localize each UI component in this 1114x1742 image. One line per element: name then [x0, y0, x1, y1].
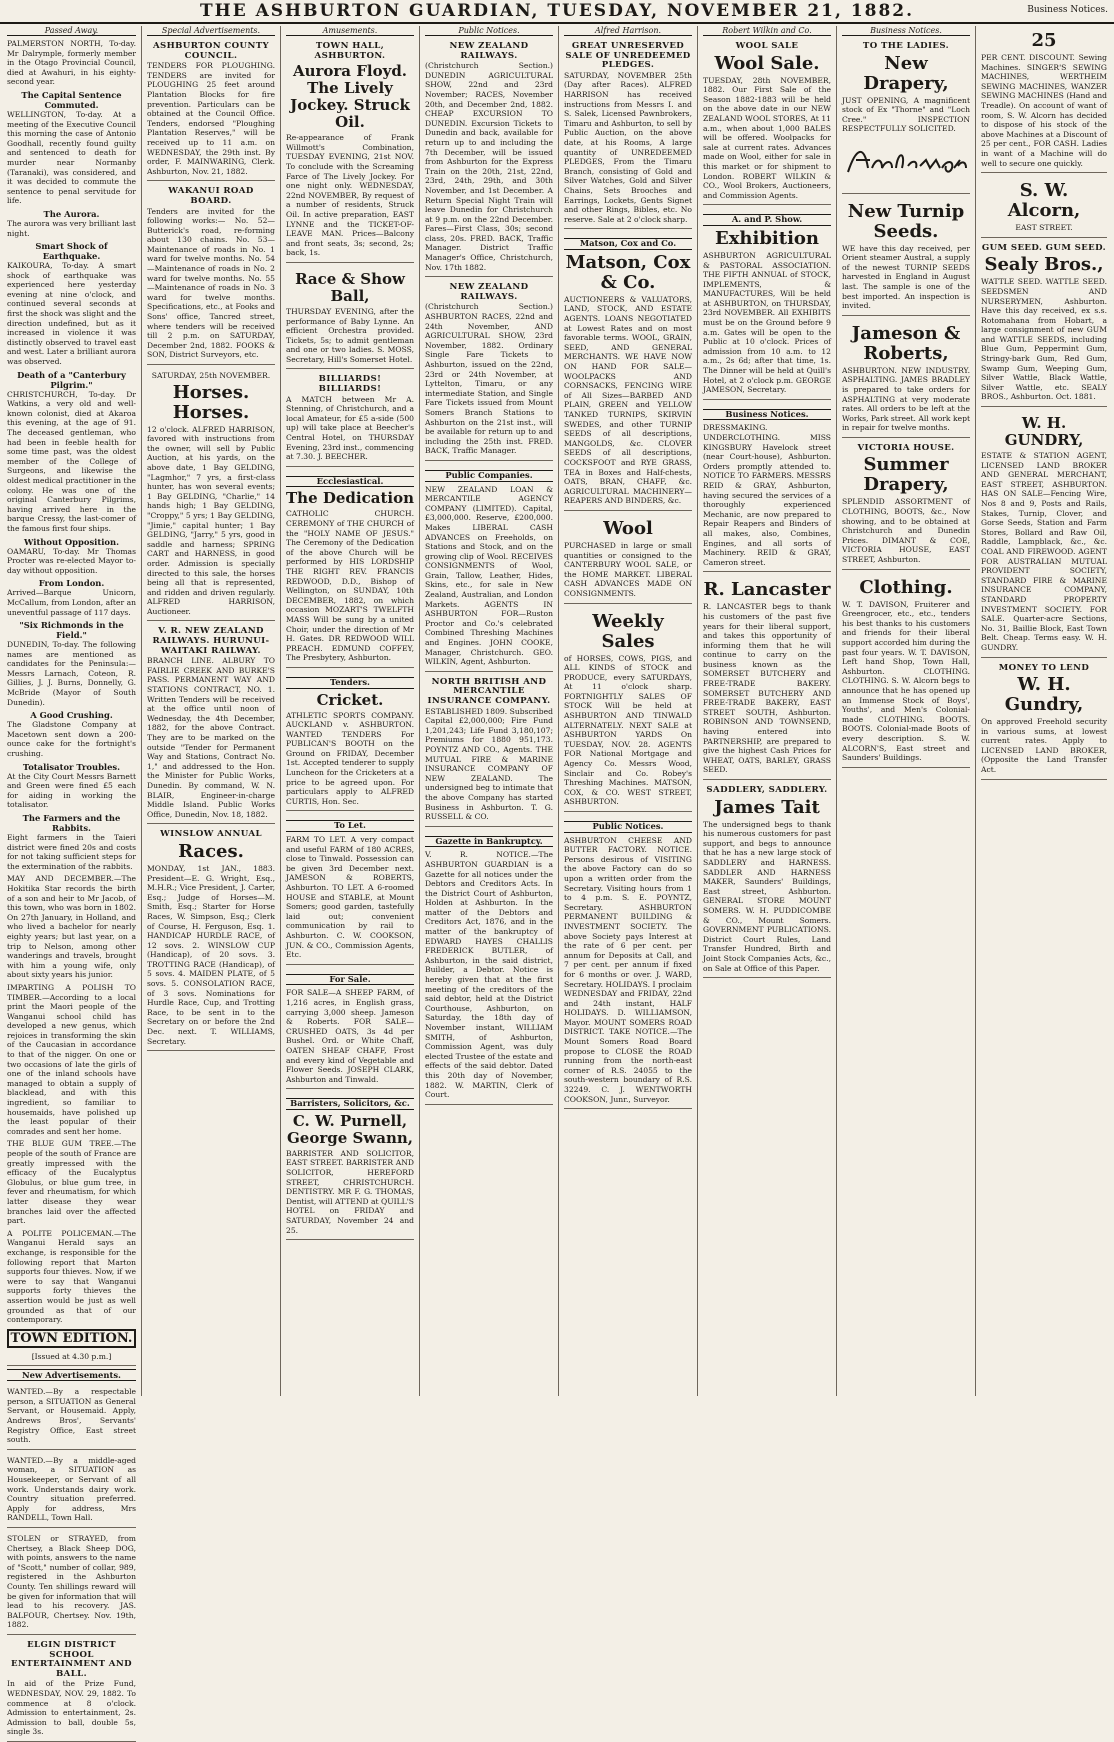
advertisement [147, 39, 275, 181]
ad-text: MONDAY, 1st JAN., 1883. President—E. G. Wright, Esq., M.H.R.; Vice President, J. Carter, Esq.; Judge of Horses—M. Smith, Esq.; Starter for Horse Races, W. Simpson, Esq.; Clerk of Course, H. Ferguson, Esq. 1. HANDICAP HURDLE RACE, of 12 sovs. 2. WINSLOW CUP (Handicap), of 20 sovs. 3. TROTTING RACE (Handicap), of 5 sovs. 4. MAIDEN PLATE, of 5 sovs. 5. CONSOLATION RACE, of 3 sovs. Nominations for Hurdle Race, Cup, and Trotting Race, to be sent in to the Secretary on or before the 2nd Dec. next. T. WILLIAMS, Secretary. [147, 863, 275, 1046]
news-item [7, 537, 136, 576]
section-heading: Public Companies. [425, 470, 553, 482]
columns [2, 26, 1112, 1737]
column-5-head: Alfred Harrison. [564, 26, 692, 36]
section-heading: Matson, Cox and Co. [564, 238, 692, 250]
ad-text: SPLENDID ASSORTMENT of CLOTHING, BOOTS, &c., Now showing, and to be obtained at Christchurch and Dunedin Prices. DIMANT & COE, VICTORIA HOUSE, EAST STREET, Ashburton. [842, 497, 970, 565]
ad-heading: WINSLOW ANNUAL [160, 829, 262, 840]
advertisement [286, 968, 414, 1090]
ad-text: SATURDAY, NOVEMBER 25th (Day after Races). ALFRED HARRISON has received instructions from Messrs I. and S. Salek, Licensed Pawnbrokers, Timaru and Ashburton, to sell by Public Auction, on the above date, at his Rooms, A large quantity of UNREDEEMED PLEDGES, From the Timaru Branch, consisting of Gold and Silver Watches, Gold and Silver Chains, Sets Brooches and Earrings, Lockets, Gents Signet and other Rings, Bibles, etc. No reserve. Sale at 2 o'clock sharp. [564, 70, 692, 224]
ad-heading: TO THE LADIES. [862, 41, 950, 51]
column-4 [420, 26, 559, 1396]
ad-text: DRESSMAKING. UNDERCLOTHING. MISS KINGSBURY Havelock street (near Court-house), Ashburton. Orders promptly attended to. NOTICE TO FARMERS. MESSRS REID & GRAY, Ashburton, having secured the services of a thoroughly experienced Mechanic, are now prepared to Repair Reapers and Binders of all makes, also, Combines, Engines, and all sorts of Machinery. REID & GRAY, Cameron street. [703, 423, 831, 567]
news-item [7, 39, 136, 87]
advertisement [286, 39, 414, 263]
column-5 [559, 26, 698, 1396]
ad-text: AUCTIONEERS & VALUATORS, LAND, STOCK, AND ESTATE AGENTS. LOANS NEGOTIATED at Lowest Rates and on most favorable terms. WOOL, GRAIN, SEED, AND GENERAL MERCHANTS. WE HAVE NOW ON HAND FOR SALE—WOOLPACKS AND CORNSACKS, FENCING WIRE of All Sizes—BARBED AND PLAIN, GREEN and YELLOW TANKED TURNIPS, SKIRVIN SWEDES, and other TURNIP SEEDS of all descriptions, MANGOLDS, &c. CLOVER SEEDS of all descriptions, COCKSFOOT and RYE GRASS, TEA in Boxes and Half-chests, OATS, BRAN, CHAFF, &c. AGRICULTURAL MACHINERY—REAPERS AND BINDERS, &c. [564, 294, 692, 506]
ad-text: EAST STREET. [1015, 223, 1073, 233]
news-headline: Death of a "Canterbury Pilgrim." [17, 369, 126, 390]
ad-display-title: Wool Sale. [714, 52, 820, 74]
advertisement [564, 514, 692, 604]
ad-display-title: Race & Show Ball, [295, 269, 405, 305]
ad-display-title: James Tait [714, 796, 820, 818]
news-item [7, 241, 136, 367]
advertisement [981, 241, 1107, 407]
column-3 [281, 26, 420, 1396]
news-text: OAMARU, To-day. Mr Thomas Procter was re-elected Mayor to-day without opposition. [7, 546, 136, 575]
ad-text: WANTED.—By a respectable person, a SITUATION as General Servant, or Housemaid. Apply, Andrews Bros', Servants' Registry Office, East street south. [7, 1387, 136, 1445]
ad-text: Tenders are invited for the following works:— No. 52—Butterick's road, re-forming about 130 chains. No. 53—Maintenance of roads in No. 1 ward for twelve months. No. 54—Maintenance of roads in No. 2 ward for twelve months. No. 55—Maintenance of roads in No. 3 ward for twelve months. Specifications, etc., at Fooks and Sons' office, Tancred street, where tenders will be received till 2 p.m. on SATURDAY, December 2nd, 1882. FOOKS & SON, District Surveyors, etc. [147, 206, 275, 360]
advertisement [147, 827, 275, 1051]
section-heading: To Let. [286, 820, 414, 832]
advertisement [703, 783, 831, 978]
ad-heading: ELGIN DISTRICT SCHOOL ENTERTAINMENT AND BALL. [11, 1639, 132, 1679]
ad-text: BARRISTER AND SOLICITOR, EAST STREET. BARRISTER AND SOLICITOR, HEREFORD STREET, CHRISTCHURCH. DENTISTRY. MR F. G. THOMAS, Dentist, will ATTEND at QUILL'S HOTEL on FRIDAY and SATURDAY, November 24 and 25. [286, 1148, 414, 1235]
column-3-head: Amusements. [286, 26, 414, 36]
news-text: MAY AND DECEMBER.—The Hokitika Star records the birth of a son and heir to Mr Jacob, of this town, who was born in 1802. On 27th January, in Holland, and who lived a bachelor for nearly eighty years; but last year, on a trip to Nelson, among other wanderings and travels, brought with him a young wife, only about sixty years his junior. [7, 874, 136, 980]
ad-display-title: Exhibition [714, 227, 820, 249]
column-6 [698, 26, 837, 1396]
news-item [7, 762, 136, 810]
ad-display-title: Sealy Bros., [984, 254, 1104, 276]
ad-text: FOR SALE—A SHEEP FARM, of 1,216 acres, in English grass, carrying 3,000 sheep. Jameson & Roberts. FOR SALE—CRUSHED OATS, 3s 4d per Bushel. Ord. or White Chaff, OATEN SHEAF CHAFF, Frost and every kind of Vegetable and Flower Seeds. JOSEPH CLARK, Ashburton and Tinwald. [286, 988, 414, 1084]
news-text: IMPARTING A POLISH TO TIMBER.—According to a local print the Maori people of the Wanganui school child has developed a new genus, which rejoices in transforming the skin of the Caucasian in accordance to that of the nigger. On one or two occasions of late the girls of one of the inland schools have managed to obtain a supply of blacklead, and with this ingredient, so familiar to housemaids, have polished up the least popular of their comrades and sent her home. [7, 982, 136, 1136]
advertisement [703, 39, 831, 205]
ad-text: THURSDAY EVENING, after the performance of Baby Lynne. An efficient Orchestra provided. Tickets, 5s; to admit gentleman and one or two ladies. S. MOSS, Secretary, Hill's Somerset Hotel. [286, 306, 414, 364]
ad-text: WE have this day received, per Orient steamer Austral, a supply of the newest TURNIP SEEDS harvested in England in August last. The sample is one of the best imported. An inspection is invited. [842, 243, 970, 311]
news-text: DUNEDIN, To-day. The following names are mentioned as candidates for the Peninsula:—Messrs Larnach, Coteon, R. Gillies, J. J. Burns, Donnelly, G. McBride (Mayor of South Dunedin). [7, 640, 136, 707]
advertisement [286, 671, 414, 812]
news-item [7, 370, 136, 534]
ad-text: V. R. NOTICE.—The ASHBURTON GUARDIAN is a Gazette for all notices under the Debtors and Creditors Acts. In the District Court of Ashburton, Holden at Ashburton. In the matter of the Debtors and Creditors Act, 1876, and in the matter of the bankruptcy of EDWARD HAYES CHALLIS FREDERICK BUTLER, of Ashburton, in the said district, Builder, a Debtor. Notice is hereby given that at the first meeting of the creditors of the said debtor, held at the District Courthouse, Ashburton, on Saturday, the 18th day of November instant, WILLIAM SMITH, of Ashburton, Commission Agent, was duly elected Trustee of the estate and effects of the said debtor. Dated this 20th day of November, 1882. W. MARTIN, Clerk of Court. [425, 850, 553, 1100]
ad-text: ATHLETIC SPORTS COMPANY. AUCKLAND v. ASHBURTON. WANTED TENDERS For PUBLICAN'S BOOTH on the Ground on FRIDAY, December 1st. Accepted tenderer to supply Luncheon for the Cricketers at a price to be agreed upon. For particulars apply to ALFRED CURTIS, Hon. Sec. [286, 710, 414, 806]
ad-display-title: Horses. Horses. [172, 381, 250, 423]
ad-text: PER CENT. DISCOUNT. Sewing Machines. SINGER'S SEWING MACHINES, WERTHEIM SEWING MACHINES, WANZER SEWING MACHINES (Hand and Treadle). On account of want of room, S. W. Alcorn has decided to dispose of his stock of the above Machines at a Discount of 25 per cent., FOR CASH. Ladies in want of a Machine will do well to secure one quickly. [981, 53, 1107, 168]
ad-text: (Christchurch Section.) ASHBURTON RACES, 22nd and 24th November, AND AGRICULTURAL SHOW, 23rd November, 1882. Ordinary Single Fare Tickets to Ashburton, issued on the 22nd, 23rd or 24th November, at Lyttelton, Timaru, or any intermediate Station, and Single Fare Tickets issued from Mount Somers Branch Stations to Ashburton on the 21st inst., will be available for return up to and including the 25th inst. FRED. BACK, Traffic Manager. [425, 302, 553, 456]
ad-text: Re-appearance of Frank Willmott's Combination, TUESDAY EVENING, 21st NOV. To conclude with the Screaming Farce of The Lively Jockey. For one night only. WEDNESDAY, 22nd NOVEMBER, By request of a number of residents, Struck Oil. In active preparation, EAST LYNNE and the TICKET-OF-LEAVE MAN. Prices—Balcony and front seats, 3s; second, 2s; back, 1s. [286, 133, 414, 258]
ad-display-title: W. H. Gundry, [1004, 674, 1084, 716]
advertisement [842, 441, 970, 570]
news-text: The Gladstone Company at Macetown sent down a 200-ounce cake for the fortnight's crushing. [7, 720, 136, 759]
advertisement [425, 280, 553, 461]
advertisement [703, 208, 831, 400]
news-item [7, 578, 136, 617]
ad-heading: SATURDAY, 25th NOVEMBER. [151, 371, 271, 380]
ad-heading: SADDLERY, SADDLERY. [706, 785, 828, 795]
news-item [7, 209, 136, 238]
ad-display-title: R. Lancaster [703, 579, 831, 601]
advertisement [564, 815, 692, 1109]
column-4-head: Public Notices. [425, 26, 553, 36]
ad-text: of HORSES, COWS, PIGS, and ALL KINDS of STOCK and PRODUCE, every SATURDAYS, At 11 o'clock sharp. FORTNIGHTLY SALES OF STOCK Will be held at ASHBURTON AND TINWALD ALTERNATELY. NEXT SALE at ASHBURTON YARDS On TUESDAY, NOV. 28. AGENTS FOR National Mortgage and Agency Co. Messrs Wood, Sinclair and Co. Robey's Threshing Machines. MATSON, COX, & CO. WEST STREET, ASHBURTON. [564, 653, 692, 807]
ad-text: FARM TO LET. A very compact and useful FARM of 180 ACRES, close to Tinwald. Possession can be given 3rd December next. JAMESON & ROBERTS, Ashburton. TO LET. A 6-roomed HOUSE and STABLE, at Mount Somers; good garden, tastefully laid out; convenient communication by rail to Ashburton. C. W. COOKSON, JUN. & CO., Commission Agents, Etc. [286, 835, 414, 960]
advertisement [981, 410, 1107, 657]
advertisement [981, 176, 1107, 238]
column-6-head: Robert Wilkin and Co. [703, 26, 831, 36]
ad-heading: V. R. NEW ZEALAND RAILWAYS. HURUNUI-WAITAKI RAILWAY. [152, 626, 270, 656]
news-text: At the City Court Messrs Barnett and Green were fined £5 each for aiding in working the totalisator. [7, 771, 136, 810]
news-headline: The Farmers and the Rabbits. [22, 813, 121, 833]
ad-display-title: Summer Drapery, [863, 454, 949, 496]
ad-text: CATHOLIC CHURCH. CEREMONY of THE CHURCH of the "HOLY NAME OF JESUS." The Ceremony of the Dedication of the above Church will be performed by HIS LORDSHIP THE RIGHT REV. FRANCIS REDWOOD, D.D., Bishop of Wellington, on SUNDAY, 10th DECEMBER, 1882, on which occasion MOZART'S TWELFTH MASS Will be sung by a united Choir, under the direction of Mr H. Gates. DR REDWOOD WILL PREACH. EDMUND COFFEY, The Presbytery, Ashburton. [286, 509, 414, 663]
advertisement [286, 1092, 414, 1240]
ad-text: In aid of the Prize Fund, WEDNESDAY, NOV. 29, 1882. To commence at 8 o'clock. Admission to entertainment, 2s. Admission to ball, double 5s, single 3s. [7, 1679, 136, 1737]
ad-heading: WOOL SALE [735, 41, 799, 51]
advertisement [981, 661, 1107, 780]
masthead [0, 0, 1114, 24]
ad-display-title: Matson, Cox & Co. [565, 251, 691, 293]
news-text: Eight farmers in the Taieri district were fined 20s and costs for not taking sufficient steps for the extermination of the rabbits. [7, 833, 136, 871]
news-text: PALMERSTON NORTH, To-day. Mr Dalrymple, formerly member in the Otago Provincial Council, died at Awahuri, in his eighty-second year. [7, 39, 136, 87]
classified-ad [7, 1384, 136, 1450]
column-1 [2, 26, 142, 1737]
news-item [7, 813, 136, 871]
ad-heading: NEW ZEALAND RAILWAYS. [449, 41, 529, 61]
ad-heading: GREAT UNRESERVED SALE OF UNREDEEMED PLEDGES. [565, 41, 691, 71]
news-headline: The Capital Sentence Commuted. [21, 89, 122, 110]
advertisement [147, 184, 275, 365]
ad-text: ASHBURTON AGRICULTURAL & PASTORAL ASSOCIATION. THE FIFTH ANNUAL of STOCK, IMPLEMENTS, & MANUFACTURES, Will be held at ASHBURTON, on THURSDAY, 23rd NOVEMBER. All EXHIBITS must be on the Ground before 9 a.m. Gates will be open to the Public at 10 o'clock. Prices of admission from 10 a.m. to 12 a.m., 2s 6d; after that time, 1s. The Dinner will be held at Quill's Hotel, at 2 o'clock p.m. GEORGE JAMESON, Secretary. [703, 250, 831, 395]
advertisement [286, 372, 414, 466]
ad-text: W. T. DAVISON, Fruiterer and Greengrocer, etc., etc., tenders his best thanks to his customers and friends for their liberal support accorded him during the past four years. W. T. DAVISON, Left hand Shop, Town Hall, Ashburton. CLOTHING. CLOTHING. S. W. Alcorn begs to announce that he has opened up an Immense Stock of Boys', Youths', and Men's Colonial-made CLOTHING. BOOTS. BOOTS. Colonial-made Boots of every description. S. W. ALCORN'S, East street and Saunders' Buildings. [842, 599, 970, 763]
ad-heading: NEW ZEALAND RAILWAYS. [449, 282, 529, 302]
news-item [7, 874, 136, 980]
section-heading: For Sale. [286, 974, 414, 986]
section-heading: Business Notices. [703, 409, 831, 421]
ad-text: TENDERS FOR PLOUGHING. TENDERS are invited for PLOUGHING 25 feet around Plantation Blocks for fire prevention. Particulars can be obtained at the Council Office. Tenders, endorsed "Ploughing Plantation Reserves," will be received up to 11 a.m. on WEDNESDAY, the 29th inst. By order, F. MAINWARING, Clerk. Ashburton, Nov. 21, 1882. [147, 61, 275, 176]
news-item [7, 1229, 136, 1325]
ad-display-title: Aurora Floyd. The Lively Jockey. Struck Oil. [290, 62, 410, 132]
ad-text: R. LANCASTER begs to thank his customers of the past five years for their liberal support, and takes this opportunity of informing them that he will continue to carry on the business known as the SOMERSET BUTCHERY and FREE-TRADE BAKERY. SOMERSET BUTCHERY AND FREE-TRADE BAKERY, EAST STREET SOUTH, Ashburton. ROBINSON AND TOWNSEND, having entered into PARTNERSHIP, are prepared to give the highest Cash Prices for WHEAT, OATS, BARLEY, GRASS SEED. [703, 602, 831, 775]
ad-heading: NORTH BRITISH AND MERCANTILE INSURANCE COMPANY. [427, 676, 551, 706]
news-headline: The Aurora. [43, 208, 100, 219]
news-item [7, 710, 136, 758]
ad-heading: VICTORIA HOUSE. [857, 442, 955, 453]
column-7 [837, 26, 976, 1396]
ad-text: On approved Freehold security in various sums, at lowest current rates. Apply to LICENSED LAND BROKER, (Opposite the Land Transfer Act. [981, 717, 1107, 775]
advertisement [147, 624, 275, 824]
advertisement [425, 464, 553, 672]
ad-text: NEW ZEALAND LOAN & MERCANTILE AGENCY COMPANY (LIMITED). Capital, £3,000,000. Reserve, £200,000. Makes LIBERAL CASH ADVANCES on Freeholds, on Stations and Stock, and on the growing clip of Wool. RECEIVES CONSIGNMENTS of Wool, Grain, Tallow, Leather, Hides, Skins, etc., for sale in New Zealand, Australian, and London Markets. AGENTS IN ASHBURTON FOR—Ruston Proctor and Co.'s celebrated Combined Threshing Machines and Engines. JOHN COOKE, Manager, Christchurch. GEO. WILKIN, Agent, Ashburton. [425, 484, 553, 667]
ad-display-title: Cricket. [316, 690, 384, 709]
news-headline: Smart Shock of Earthquake. [35, 241, 108, 262]
ad-display-title: New Turnip Seeds. [847, 200, 965, 242]
advertisement [286, 470, 414, 668]
ad-text: (Christchurch Section.) DUNEDIN AGRICULTURAL SHOW, 22nd and 23rd November; RACES, November 20th, and December 2nd, 1882. CHEAP EXCURSION TO DUNEDIN. Excursion Tickets to Dunedin and back, available for return up to and including the 7th December, will be issued from Ashburton for the Express Train on the 20th, 21st, 22nd, 23rd, 24th, 29th, and 30th November, and 1st December. A Return Special Night Train will leave Dunedin for Christchurch at 9 p.m. on the 22nd December. Fares—First Class, 30s; second class, 20s. FRED. BACK, Traffic Manager. District Traffic Manager's Office, Christchurch, Nov. 17th 1882. [425, 61, 553, 272]
ad-display-title: 25 [1031, 30, 1057, 51]
advertisement [425, 675, 553, 827]
ad-heading: MONEY TO LEND [998, 662, 1090, 673]
news-item [7, 90, 136, 206]
ad-text: A MATCH between Mr A. Stenning, of Christchurch, and a local Amateur, for £5 a-side (500 up) will take place at Beecher's Central Hotel, on THURSDAY Evening, 23rd inst., commencing at 7.30. J. BEECHER. [286, 394, 414, 462]
section-heading: Ecclesiastical. [286, 476, 414, 488]
classified-ad [7, 1531, 136, 1635]
news-item [7, 1139, 136, 1225]
advertisement [842, 197, 970, 316]
ad-heading: TOWN HALL, ASHBURTON. [314, 41, 386, 61]
advertisement [842, 319, 970, 438]
ad-display-title: Races. [178, 840, 244, 862]
news-text: The aurora was very brilliant last night. [7, 218, 136, 238]
ad-display-title: Weekly Sales [592, 610, 664, 652]
ad-display-title: Clothing. [859, 576, 953, 598]
news-item [7, 983, 136, 1137]
news-headline: From London. [38, 578, 105, 589]
ad-heading: GUM SEED. GUM SEED. [981, 242, 1107, 253]
ad-text: BRANCH LINE. ALBURY TO FAIRLIE CREEK AND BURKE'S PASS. PERMANENT WAY AND STATIONS CONTRACT, NO. 1. Written Tenders will be received at the office until noon of Wednesday, the 4th December, 1882, for the above Contract. They are to be marked on the outside "Tender for Permanent Way and Stations, Contract No. 1," and addressed to the Hon. the Minister for Public Works, Dunedin. By command, W. N. BLAIR, Engineer-in-charge Middle Island. Public Works Office, Dunedin, Nov. 18, 1882. [147, 656, 275, 819]
ad-heading: W. H. GUNDRY, [1004, 414, 1084, 450]
ad-text: The undersigned begs to thank his numerous customers for past support, and begs to announce that he has a new large stock of SADDLERY and HARNESS. SADDLER AND HARNESS MAKER, Saunders' Buildings, East street, Ashburton. GENERAL STORE MOUNT SOMERS. W. H. PUDDICOMBE & CO., Mount Somers. GOVERNMENT PUBLICATIONS. District Court Rules, Land Transfer Hundred, Birth and Joint Stock Companies Acts, &c., on Sale at Office of this Paper. [703, 819, 831, 973]
advertisement [842, 39, 970, 194]
section-heading: Barristers, Solicitors, &c. [286, 1098, 414, 1110]
classified-ad [7, 1453, 136, 1528]
masthead-right-label: Business Notices. [1027, 5, 1108, 15]
ad-display-title: Jameson & Roberts, [851, 322, 961, 364]
advertisement [147, 368, 275, 621]
ad-display-title: New Drapery, [863, 52, 949, 94]
ad-text: TUESDAY, 28th NOVEMBER, 1882. Our First Sale of the Season 1882-1883 will be held on the above date in our NEW ZEALAND WOOL STORES, At 11 a.m., when about 1,000 BALES will be offered. Woolpacks for sale at current rates. Advances made on Wool, either for sale in this market or for shipment to London. ROBERT WILKIN & CO., Wool Brokers, Auctioneers, and Commission Agents. [703, 75, 831, 200]
ad-display-title: The Dedication [286, 489, 414, 508]
ad-text: ESTABLISHED 1809. Subscribed Capital £2,000,000; Fire Fund 1,201,243; Life Fund 3,180,107; Premiums for 1880 951,173. POYNTZ AND CO., Agents. THE MUTUAL FIRE & MARINE INSURANCE COMPANY OF NEW ZEALAND. The undersigned beg to intimate that the above Company has started Business in Ashburton. T. G. RUSSELL & CO. [425, 706, 553, 822]
column-7-head: Business Notices. [842, 26, 970, 36]
section-heading: A. and P. Show. [703, 214, 831, 226]
section-heading: Public Notices. [564, 821, 692, 833]
new-ads-heading: New Advertisements. [7, 1369, 136, 1381]
advertisement [703, 403, 831, 573]
classified-ad [7, 1638, 136, 1742]
ad-text: ESTATE & STATION AGENT, LICENSED LAND BROKER AND GENERAL MERCHANT, EAST STREET, ASHBURTON. HAS ON SALE—Fencing Wire, Nos 8 and 9, Posts and Rails, Stakes, Turnip, Clover, and Gorse Seeds, Station and Farm Stores, Bollard and Raw Oil, Raddle, Lampblack, &c., &c. COAL AND FIREWOOD. AGENT FOR AUSTRALIAN MUTUAL PROVIDENT SOCIETY, STANDARD FIRE & MARINE INSURANCE COMPANY, STANDARD PROPERTY INVESTMENT SOCIETY. FOR SALE. Quarter-acre Sections, No. 31, Baillie Block, East Town Belt. Cheap. Terms easy. W. H. GUNDRY. [981, 451, 1107, 652]
news-text: Arrived—Barque Unicorn, McCallum, from London, after an uneventful passage of 117 days. [7, 588, 136, 617]
news-text: A POLITE POLICEMAN.—The Wanganui Herald says an exchange, is responsible for the following report that Marton supports four thieves. Now, if we were to say that Wanganui supports forty thieves the assertion would be just as well grounded as that of our contemporary. [7, 1228, 136, 1325]
column-8 [976, 26, 1112, 1396]
ad-display-title: C. W. Purnell, George Swann, [286, 1111, 413, 1147]
advertisement [564, 39, 692, 229]
column-2-head: Special Advertisements. [147, 26, 275, 36]
advertisement [981, 26, 1107, 173]
town-edition-banner: TOWN EDITION. [7, 1329, 136, 1348]
advertisement [425, 830, 553, 1105]
advertisement [842, 573, 970, 768]
news-text: CHRISTCHURCH, To-day. Dr Watkins, a very old and well-known colonist, died at Akaroa this evening, at the age of 91. The deceased gentleman, who had been in feeble health for some time past, was the oldest member of the College of Surgeons, and likewise the oldest medical practitioner in the colony. He was one of the original Canterbury Pilgrims, having arrived here in the barque Cressy, the last-comer of the famous first four ships. [7, 389, 136, 533]
advertisement [286, 814, 414, 964]
ad-text: ASHBURTON. NEW INDUSTRY. ASPHALTING. JAMES BRADLEY is prepared to take orders for ASPHALTING at very moderate rates. All orders to be left at the Works, Park street. All work kept in repair for twelve months. [842, 365, 970, 433]
column-2 [142, 26, 281, 1396]
news-text: WELLINGTON, To-day. At a meeting of the Executive Council this morning the case of Antonio Goodhall, recently found guilty and sentenced to death for murder near Normanby (Taranaki), was considered, and it was decided to commute the sentence to penal servitude for life. [7, 109, 136, 206]
ad-display-title: S. W. Alcorn, [1007, 180, 1081, 222]
ad-text: STOLEN or STRAYED, from Chertsey, a Black Sheep DOG, with points, answers to the name of "Scott," number of collar, 989, registered in the Ashburton County. Ten shillings reward will be given for information that will lead to his recovery. JAS. BALFOUR, Chertsey. Nov. 19th, 1882. [7, 1534, 136, 1630]
section-heading: Tenders. [286, 677, 414, 689]
ad-text: 12 o'clock. ALFRED HARRISON, favored with instructions from the owner, will sell by Public Auction, at his yards, on the above date, 1 Bay GELDING, "Lagmhor," 7 yrs, a first-class hunter, has won several events; 1 Bay GELDING, "Charlie," 14 hands high; 1 Bay GELDING, "Croppy," 5 yrs; 1 Bay GELDING, "Jimie," capital hunter; 1 Bay GELDING, "Jarry," 5 yrs, good in saddle and harness; SPRING CART and HARNESS, in good order. Admission is specially directed to this sale, the horses being all that is represented, and ridden and driven regularly. ALFRED HARRISON, Auctioneer. [147, 424, 275, 616]
news-text: THE BLUE GUM TREE.—The people of the south of France are greatly impressed with the efficacy of the Eucalyptus Globulus, or blue gum tree, in fever and rheumatism, for which latter disease they wear branches laid over the affected part. [7, 1139, 136, 1226]
news-headline: Without Opposition. [24, 536, 119, 547]
news-list [7, 39, 136, 1325]
advertisement [564, 607, 692, 813]
news-headline: A Good Crushing. [30, 710, 113, 721]
section-heading: Gazette in Bankruptcy. [425, 836, 553, 848]
advertisement [564, 232, 692, 511]
news-headline: Totalisator Troubles. [22, 761, 121, 772]
news-item [7, 620, 136, 707]
advertisement [425, 39, 553, 277]
ad-text: PURCHASED in large or small quantities or consigned to the CANTERBURY WOOL SALE, or the HOME MARKET. LIBERAL CASH ADVANCES MADE ON CONSIGNMENTS. [564, 540, 692, 598]
ad-text: WANTED.—By a middle-aged woman, a SITUATION as Housekeeper, or Servant of all work. Understands dairy work. Country situation preferred. Apply for address, Mrs RANDELL, Town Hall. [7, 1455, 136, 1523]
ad-heading: BILLIARDS! BILLIARDS! [318, 374, 382, 395]
ad-text: JUST OPENING, A magnificent stock of Ex "Thorne" and "Loch Cree." INSPECTION RESPECTFULLY SOLICITED. [842, 95, 970, 134]
ad-text: WATTLE SEED. WATTLE SEED. SEEDSMEN AND NURSERYMEN, Ashburton. Have this day received, ex s.s. Rotomahana from Hobart, a large consignment of new GUM and WATTLE SEEDS, including Blue Gum, Peppermint Gum, Stringy-bark Gum, Red Gum, Swamp Gum, Weeping Gum, Silver Wattle, Black Wattle, Silver Wattle, etc. SEALY BROS., Ashburton. Oct. 1881. [981, 277, 1107, 402]
issued-time: [Issued at 4.30 p.m.] [31, 1351, 112, 1361]
news-headline: "Six Richmonds in the Field." [19, 620, 124, 641]
news-text: KAIKOURA, To-day. A smart shock of earthquake was experienced here yesterday evening at nine o'clock, and continued several seconds at first the shock was slight and the direction undefined, but as it increased in violence it was distinctly observed to travel east and west. Later a brilliant aurora was observed. [7, 261, 136, 367]
ad-heading: ASHBURTON COUNTY COUNCIL. [152, 41, 270, 61]
newspaper-title: THE ASHBURTON GUARDIAN, TUESDAY, NOVEMBER 21, 1882. [200, 1, 915, 21]
ad-text: ASHBURTON CHEESE AND BUTTER FACTORY. NOTICE. Persons desirous of VISITING the above Factory can do so upon a written order from the Secretary. Visiting hours from 1 to 4 p.m. S. E. POYNTZ, Secretary. ASHBURTON PERMANENT BUILDING & INVESTMENT SOCIETY. The above Society pays Interest at the rate of 6 per cent. per annum for Deposits at Call, and 7 per cent. per annum if fixed for 6 months or over. J. WARD, Secretary. HOLIDAYS. I proclaim WEDNESDAY and FRIDAY, 22nd and 24th instant, HALF HOLIDAYS. D. WILLIAMSON, Mayor. MOUNT SOMERS ROAD DISTRICT. TAKE NOTICE.—The Mount Somers Road Board propose to CLOSE the ROAD running from the north-east corner of R.S. 24055 to the south-western boundary of R.S. 32249. C. J. WENTWORTH COOKSON, Junr., Surveyor. [564, 835, 692, 1104]
andrew-orr-signature [842, 138, 970, 182]
advertisement [703, 575, 831, 780]
ad-display-title: Wool [603, 517, 653, 539]
advertisement [286, 266, 414, 370]
column-1-head: Passed Away. [7, 26, 136, 36]
ad-heading: WAKANUI ROAD BOARD. [168, 186, 254, 206]
